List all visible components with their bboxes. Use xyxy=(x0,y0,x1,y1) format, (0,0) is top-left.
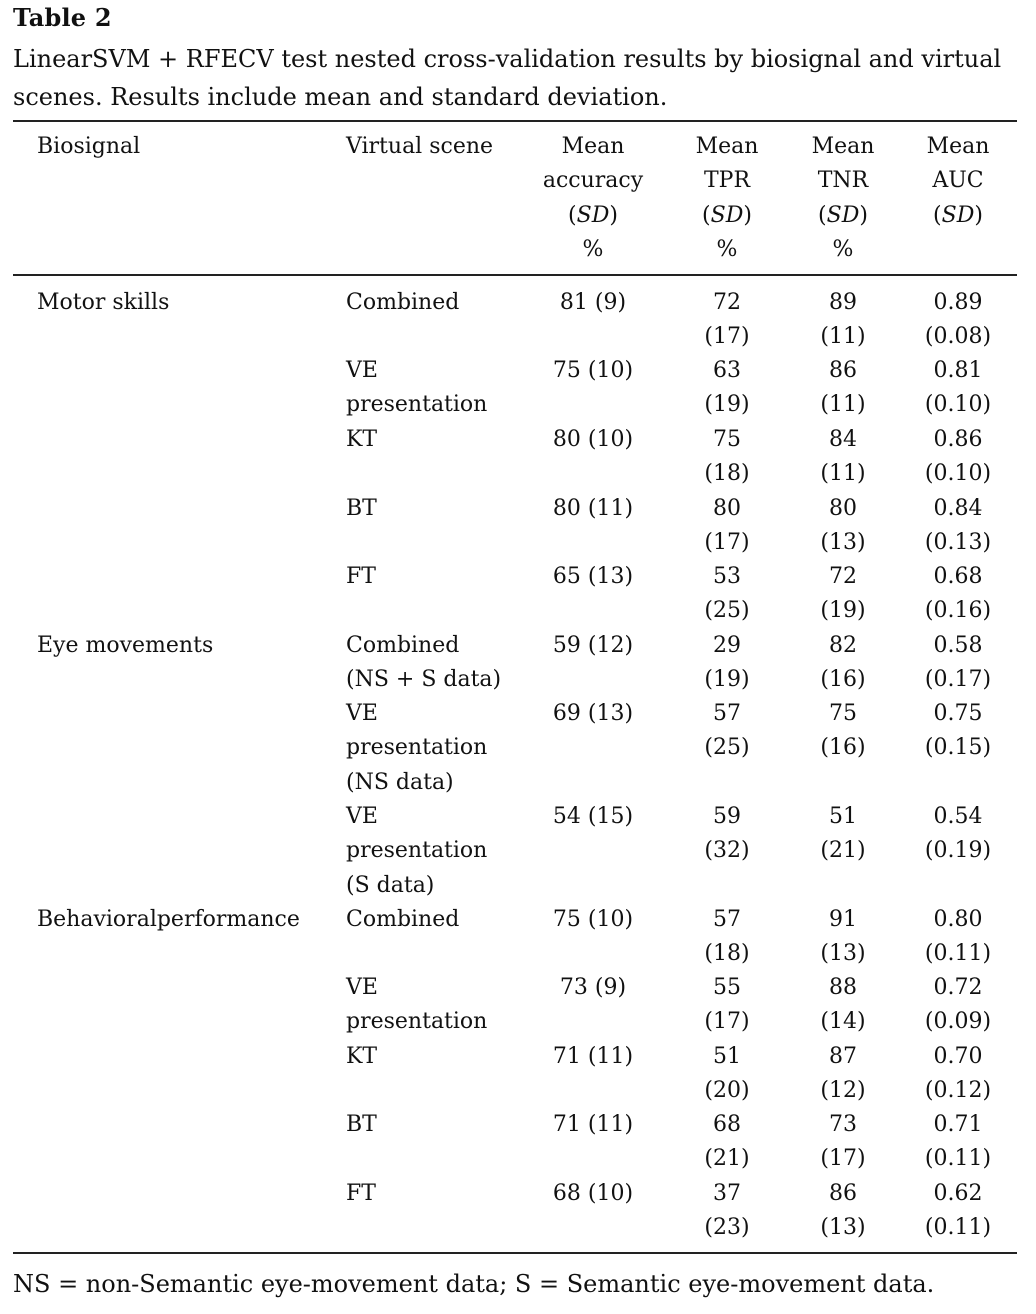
row-tpr: 57 (25) xyxy=(704,701,750,761)
row-auc: 0.89 (0.08) xyxy=(924,290,992,350)
top-rule xyxy=(13,120,1017,122)
row-tpr: 51 (20) xyxy=(704,1044,750,1104)
row-accuracy: 59 (12) xyxy=(552,633,634,658)
header-mean-tnr: Mean TNR (SD) % xyxy=(811,134,875,262)
row-tnr: 89 (11) xyxy=(820,290,866,350)
row-tnr: 82 (16) xyxy=(820,633,866,693)
row-accuracy: 80 (11) xyxy=(552,496,634,521)
header-rule xyxy=(13,274,1017,276)
row-accuracy: 65 (13) xyxy=(552,564,634,589)
header-biosignal: Biosignal xyxy=(37,134,141,159)
row-accuracy: 75 (10) xyxy=(552,907,634,932)
bottom-rule xyxy=(13,1252,1017,1254)
row-scene: FT xyxy=(346,1181,376,1206)
row-tpr: 55 (17) xyxy=(704,975,750,1035)
row-tpr: 75 (18) xyxy=(704,427,750,487)
row-accuracy: 71 (11) xyxy=(552,1044,634,1069)
row-biosignal: Motor skills xyxy=(37,290,170,315)
row-tpr: 59 (32) xyxy=(704,804,750,864)
row-scene: KT xyxy=(346,427,378,452)
row-scene: KT xyxy=(346,1044,378,1069)
row-scene: FT xyxy=(346,564,376,589)
row-scene: VE presentation (NS data) xyxy=(346,701,488,795)
row-accuracy: 81 (9) xyxy=(559,290,627,315)
row-tnr: 72 (19) xyxy=(820,564,866,624)
row-auc: 0.54 (0.19) xyxy=(924,804,992,864)
table-footnote: NS = non-Semantic eye-movement data; S = Semantic eye-movement data. xyxy=(13,1270,935,1298)
row-scene: Combined xyxy=(346,290,460,315)
row-accuracy: 54 (15) xyxy=(552,804,634,829)
row-tpr: 80 (17) xyxy=(704,496,750,556)
row-tpr: 37 (23) xyxy=(704,1181,750,1241)
row-auc: 0.68 (0.16) xyxy=(924,564,992,624)
row-biosignal: Behavioralperformance xyxy=(37,907,300,932)
row-scene: VE presentation xyxy=(346,358,488,418)
row-auc: 0.80 (0.11) xyxy=(924,907,992,967)
row-scene: BT xyxy=(346,496,377,521)
row-auc: 0.62 (0.11) xyxy=(924,1181,992,1241)
row-accuracy: 80 (10) xyxy=(552,427,634,452)
row-tnr: 86 (11) xyxy=(820,358,866,418)
row-scene: Combined (NS + S data) xyxy=(346,633,502,693)
row-tpr: 57 (18) xyxy=(704,907,750,967)
row-accuracy: 68 (10) xyxy=(552,1181,634,1206)
row-tnr: 86 (13) xyxy=(820,1181,866,1241)
row-tnr: 87 (12) xyxy=(820,1044,866,1104)
row-tpr: 68 (21) xyxy=(704,1112,750,1172)
header-mean-tpr: Mean TPR (SD) % xyxy=(695,134,759,262)
row-tpr: 63 (19) xyxy=(704,358,750,418)
row-tnr: 73 (17) xyxy=(820,1112,866,1172)
row-tnr: 80 (13) xyxy=(820,496,866,556)
row-tpr: 53 (25) xyxy=(704,564,750,624)
table-caption: LinearSVM + RFECV test nested cross-validation results by biosignal and virtual scenes. Results include mean and standard deviation. xyxy=(13,45,1002,111)
row-tpr: 29 (19) xyxy=(704,633,750,693)
row-scene: BT xyxy=(346,1112,377,1137)
header-virtual-scene: Virtual scene xyxy=(346,134,494,159)
row-tnr: 75 (16) xyxy=(820,701,866,761)
row-auc: 0.71 (0.11) xyxy=(924,1112,992,1172)
row-auc: 0.81 (0.10) xyxy=(924,358,992,418)
row-auc: 0.72 (0.09) xyxy=(924,975,992,1035)
row-tnr: 51 (21) xyxy=(820,804,866,864)
row-tnr: 84 (11) xyxy=(820,427,866,487)
row-scene: Combined xyxy=(346,907,460,932)
row-tnr: 88 (14) xyxy=(820,975,866,1035)
header-mean-accuracy: Mean accuracy (SD) % xyxy=(542,134,644,262)
row-accuracy: 73 (9) xyxy=(559,975,627,1000)
header-mean-auc: Mean AUC (SD) xyxy=(926,134,990,228)
row-auc: 0.70 (0.12) xyxy=(924,1044,992,1104)
row-auc: 0.86 (0.10) xyxy=(924,427,992,487)
row-tpr: 72 (17) xyxy=(704,290,750,350)
row-auc: 0.84 (0.13) xyxy=(924,496,992,556)
row-accuracy: 75 (10) xyxy=(552,358,634,383)
row-scene: VE presentation (S data) xyxy=(346,804,488,898)
row-scene: VE presentation xyxy=(346,975,488,1035)
table-label: Table 2 xyxy=(13,3,112,32)
row-auc: 0.75 (0.15) xyxy=(924,701,992,761)
row-accuracy: 71 (11) xyxy=(552,1112,634,1137)
row-biosignal: Eye movements xyxy=(37,633,214,658)
row-tnr: 91 (13) xyxy=(820,907,866,967)
row-accuracy: 69 (13) xyxy=(552,701,634,726)
row-auc: 0.58 (0.17) xyxy=(924,633,992,693)
